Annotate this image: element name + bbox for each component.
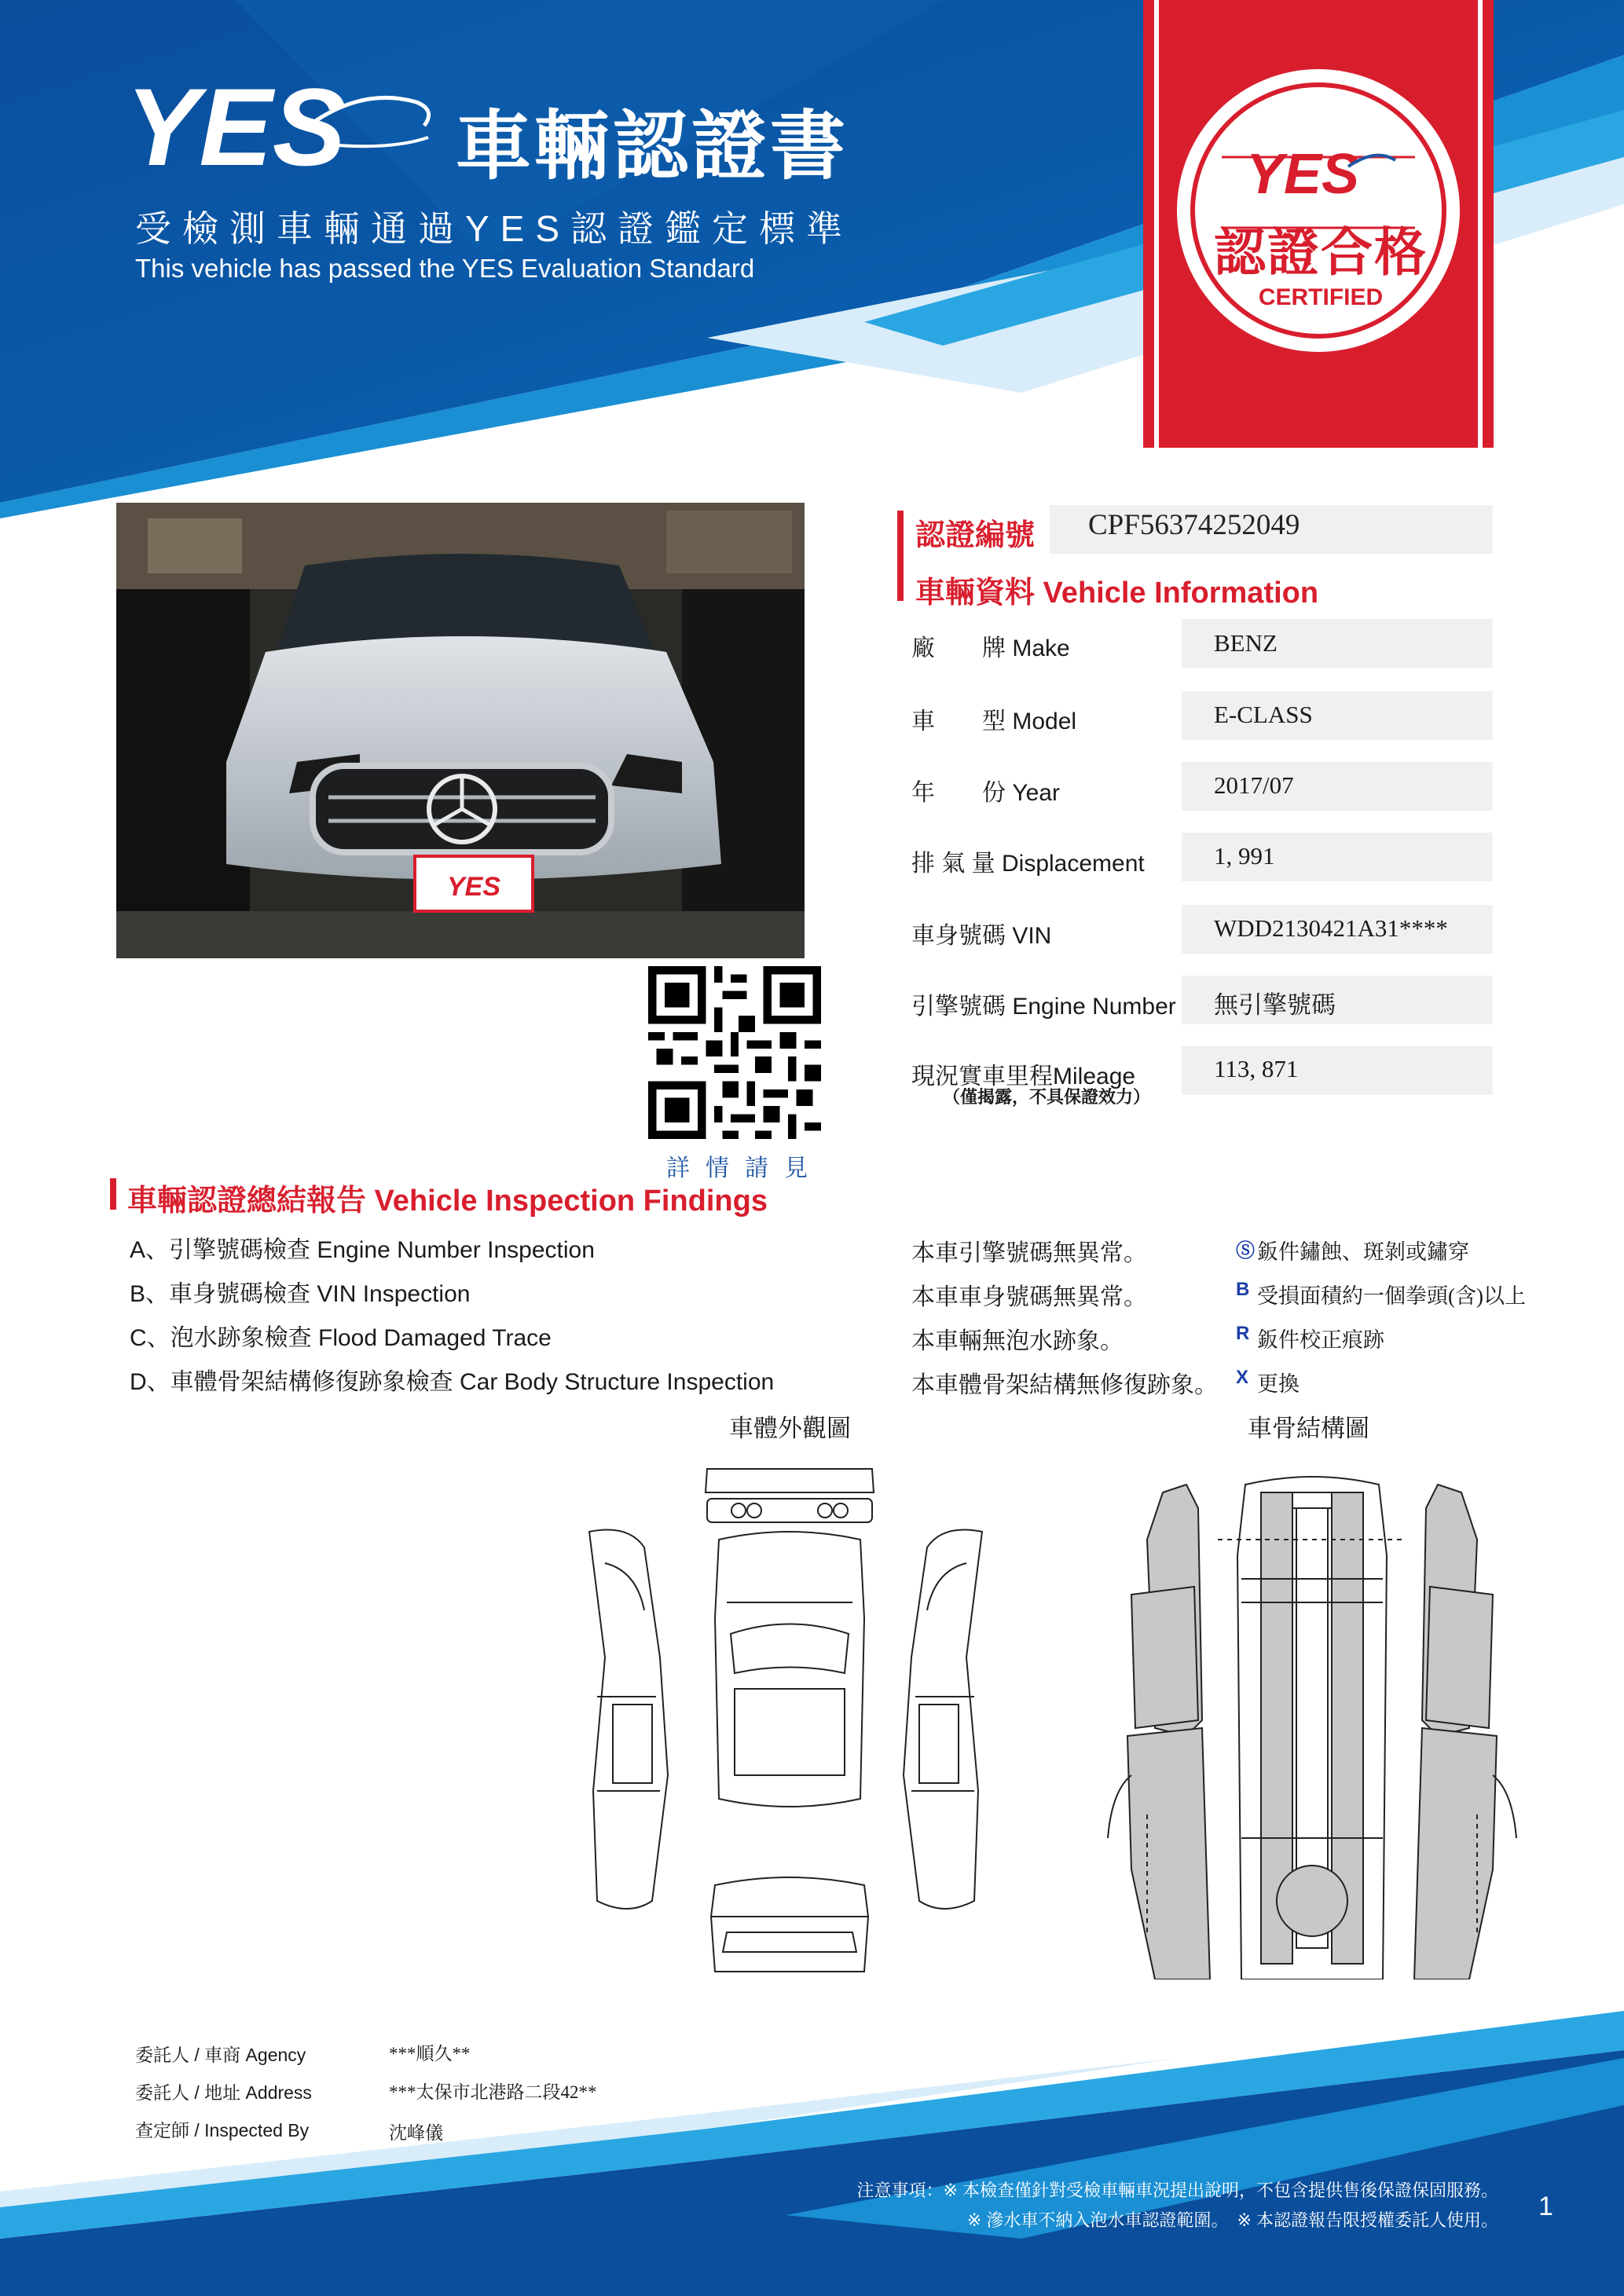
subtitle-chinese: 受檢測車輛通過YES認證鑑定標準 xyxy=(135,208,854,249)
finding-b-result: 本車車身號碼無異常。 xyxy=(911,1284,1147,1310)
engine-number-value: 無引擎號碼 xyxy=(1214,991,1336,1019)
vin-label: 車身號碼 VIN xyxy=(911,923,1052,949)
displacement-label: 排 氣 量 Displacement xyxy=(911,851,1145,877)
vehicle-info-title: 車輛資料 Vehicle Information xyxy=(915,577,1319,610)
year-value: 2017/07 xyxy=(1214,771,1294,799)
legend-damage-symbol: B xyxy=(1236,1279,1250,1300)
vehicle-photo xyxy=(116,503,805,958)
engine-number-label: 引擎號碼 Engine Number xyxy=(911,994,1176,1020)
findings-title: 車輛認證總結報告 Vehicle Inspection Findings xyxy=(127,1185,768,1218)
qr-code[interactable] xyxy=(648,966,821,1139)
finding-d-result: 本車體骨架結構無修復跡象。 xyxy=(911,1372,1218,1398)
legend-replace-text: 更換 xyxy=(1257,1372,1300,1396)
certificate-title: 車輛認證書 xyxy=(456,104,849,189)
footer-note-2: ※ 滲水車不納入泡水車認證範圍。 ※ 本認證報告限授權委託人使用。 xyxy=(966,2210,1498,2230)
legend-repair-symbol: R xyxy=(1236,1323,1250,1344)
footer-note-1: 注意事項：※ 本檢查僅針對受檢車輛車況提出說明，不包含提供售後保證保固服務。 xyxy=(856,2181,1498,2200)
agency-label: 委託人 / 車商 Agency xyxy=(135,2045,306,2065)
finding-a-result: 本車引擎號碼無異常。 xyxy=(911,1240,1147,1266)
structure-diagram-title: 車骨結構圖 xyxy=(1248,1415,1369,1442)
footer-background xyxy=(0,2011,1624,2296)
seal-text-english: CERTIFIED xyxy=(1258,284,1384,310)
certificate-number-label: 認證編號 xyxy=(915,519,1036,552)
svg-text:YES: YES xyxy=(446,872,501,902)
page-number: 1 xyxy=(1538,2192,1553,2221)
vin-value: WDD2130421A31**** xyxy=(1214,914,1448,942)
body-structure-diagram xyxy=(1100,1461,1524,1979)
mileage-label: 現況實車里程Mileage xyxy=(911,1064,1136,1089)
seal-text-chinese: 認證合格 xyxy=(1214,223,1428,281)
inspector-value: 沈峰儀 xyxy=(389,2123,443,2143)
subtitle-english: This vehicle has passed the YES Evaluation Standard xyxy=(135,254,755,283)
qr-caption: 詳情請見 xyxy=(666,1155,823,1181)
mileage-value: 113, 871 xyxy=(1214,1055,1299,1082)
inspector-label: 查定師 / Inspected By xyxy=(135,2120,310,2140)
make-label: 廠 牌 Make xyxy=(911,635,1070,661)
exterior-diagram-title: 車體外觀圖 xyxy=(729,1415,851,1442)
legend-repair-text: 鈑件校正痕跡 xyxy=(1257,1328,1384,1352)
legend-rust-symbol: Ⓢ xyxy=(1236,1240,1255,1262)
section-marker xyxy=(897,511,904,601)
finding-c-result: 本車輛無泡水跡象。 xyxy=(911,1328,1124,1354)
exterior-diagram xyxy=(581,1461,990,2011)
legend-damage-text: 受損面積約一個拳頭(含)以上 xyxy=(1257,1284,1526,1308)
year-label: 年 份 Year xyxy=(911,780,1060,806)
address-value: ***太保市北港路二段42** xyxy=(389,2082,597,2102)
legend-rust-text: 鈑件鏽蝕、斑剝或鏽穿 xyxy=(1257,1240,1469,1264)
findings-marker xyxy=(110,1178,116,1210)
address-label: 委託人 / 地址 Address xyxy=(135,2082,312,2103)
finding-b-label: B、車身號碼檢查 VIN Inspection xyxy=(130,1281,471,1307)
finding-c-label: C、泡水跡象檢查 Flood Damaged Trace xyxy=(130,1325,552,1351)
certificate-number: CPF56374252049 xyxy=(1088,509,1300,541)
legend-replace-symbol: X xyxy=(1236,1367,1249,1388)
svg-text:YES: YES xyxy=(126,71,346,189)
svg-text:YES: YES xyxy=(1246,143,1360,203)
model-value: E-CLASS xyxy=(1214,701,1313,728)
make-value: BENZ xyxy=(1214,629,1278,657)
yes-logo xyxy=(126,71,440,189)
finding-d-label: D、車體骨架結構修復跡象檢查 Car Body Structure Inspection xyxy=(130,1369,775,1395)
mileage-note: （僅揭露，不具保證效力） xyxy=(943,1087,1151,1107)
seal-logo xyxy=(1238,140,1403,203)
displacement-value: 1, 991 xyxy=(1214,842,1275,870)
finding-a-label: A、引擎號碼檢查 Engine Number Inspection xyxy=(130,1237,595,1263)
agency-value: ***順久** xyxy=(389,2044,471,2063)
model-label: 車 型 Model xyxy=(911,709,1077,734)
